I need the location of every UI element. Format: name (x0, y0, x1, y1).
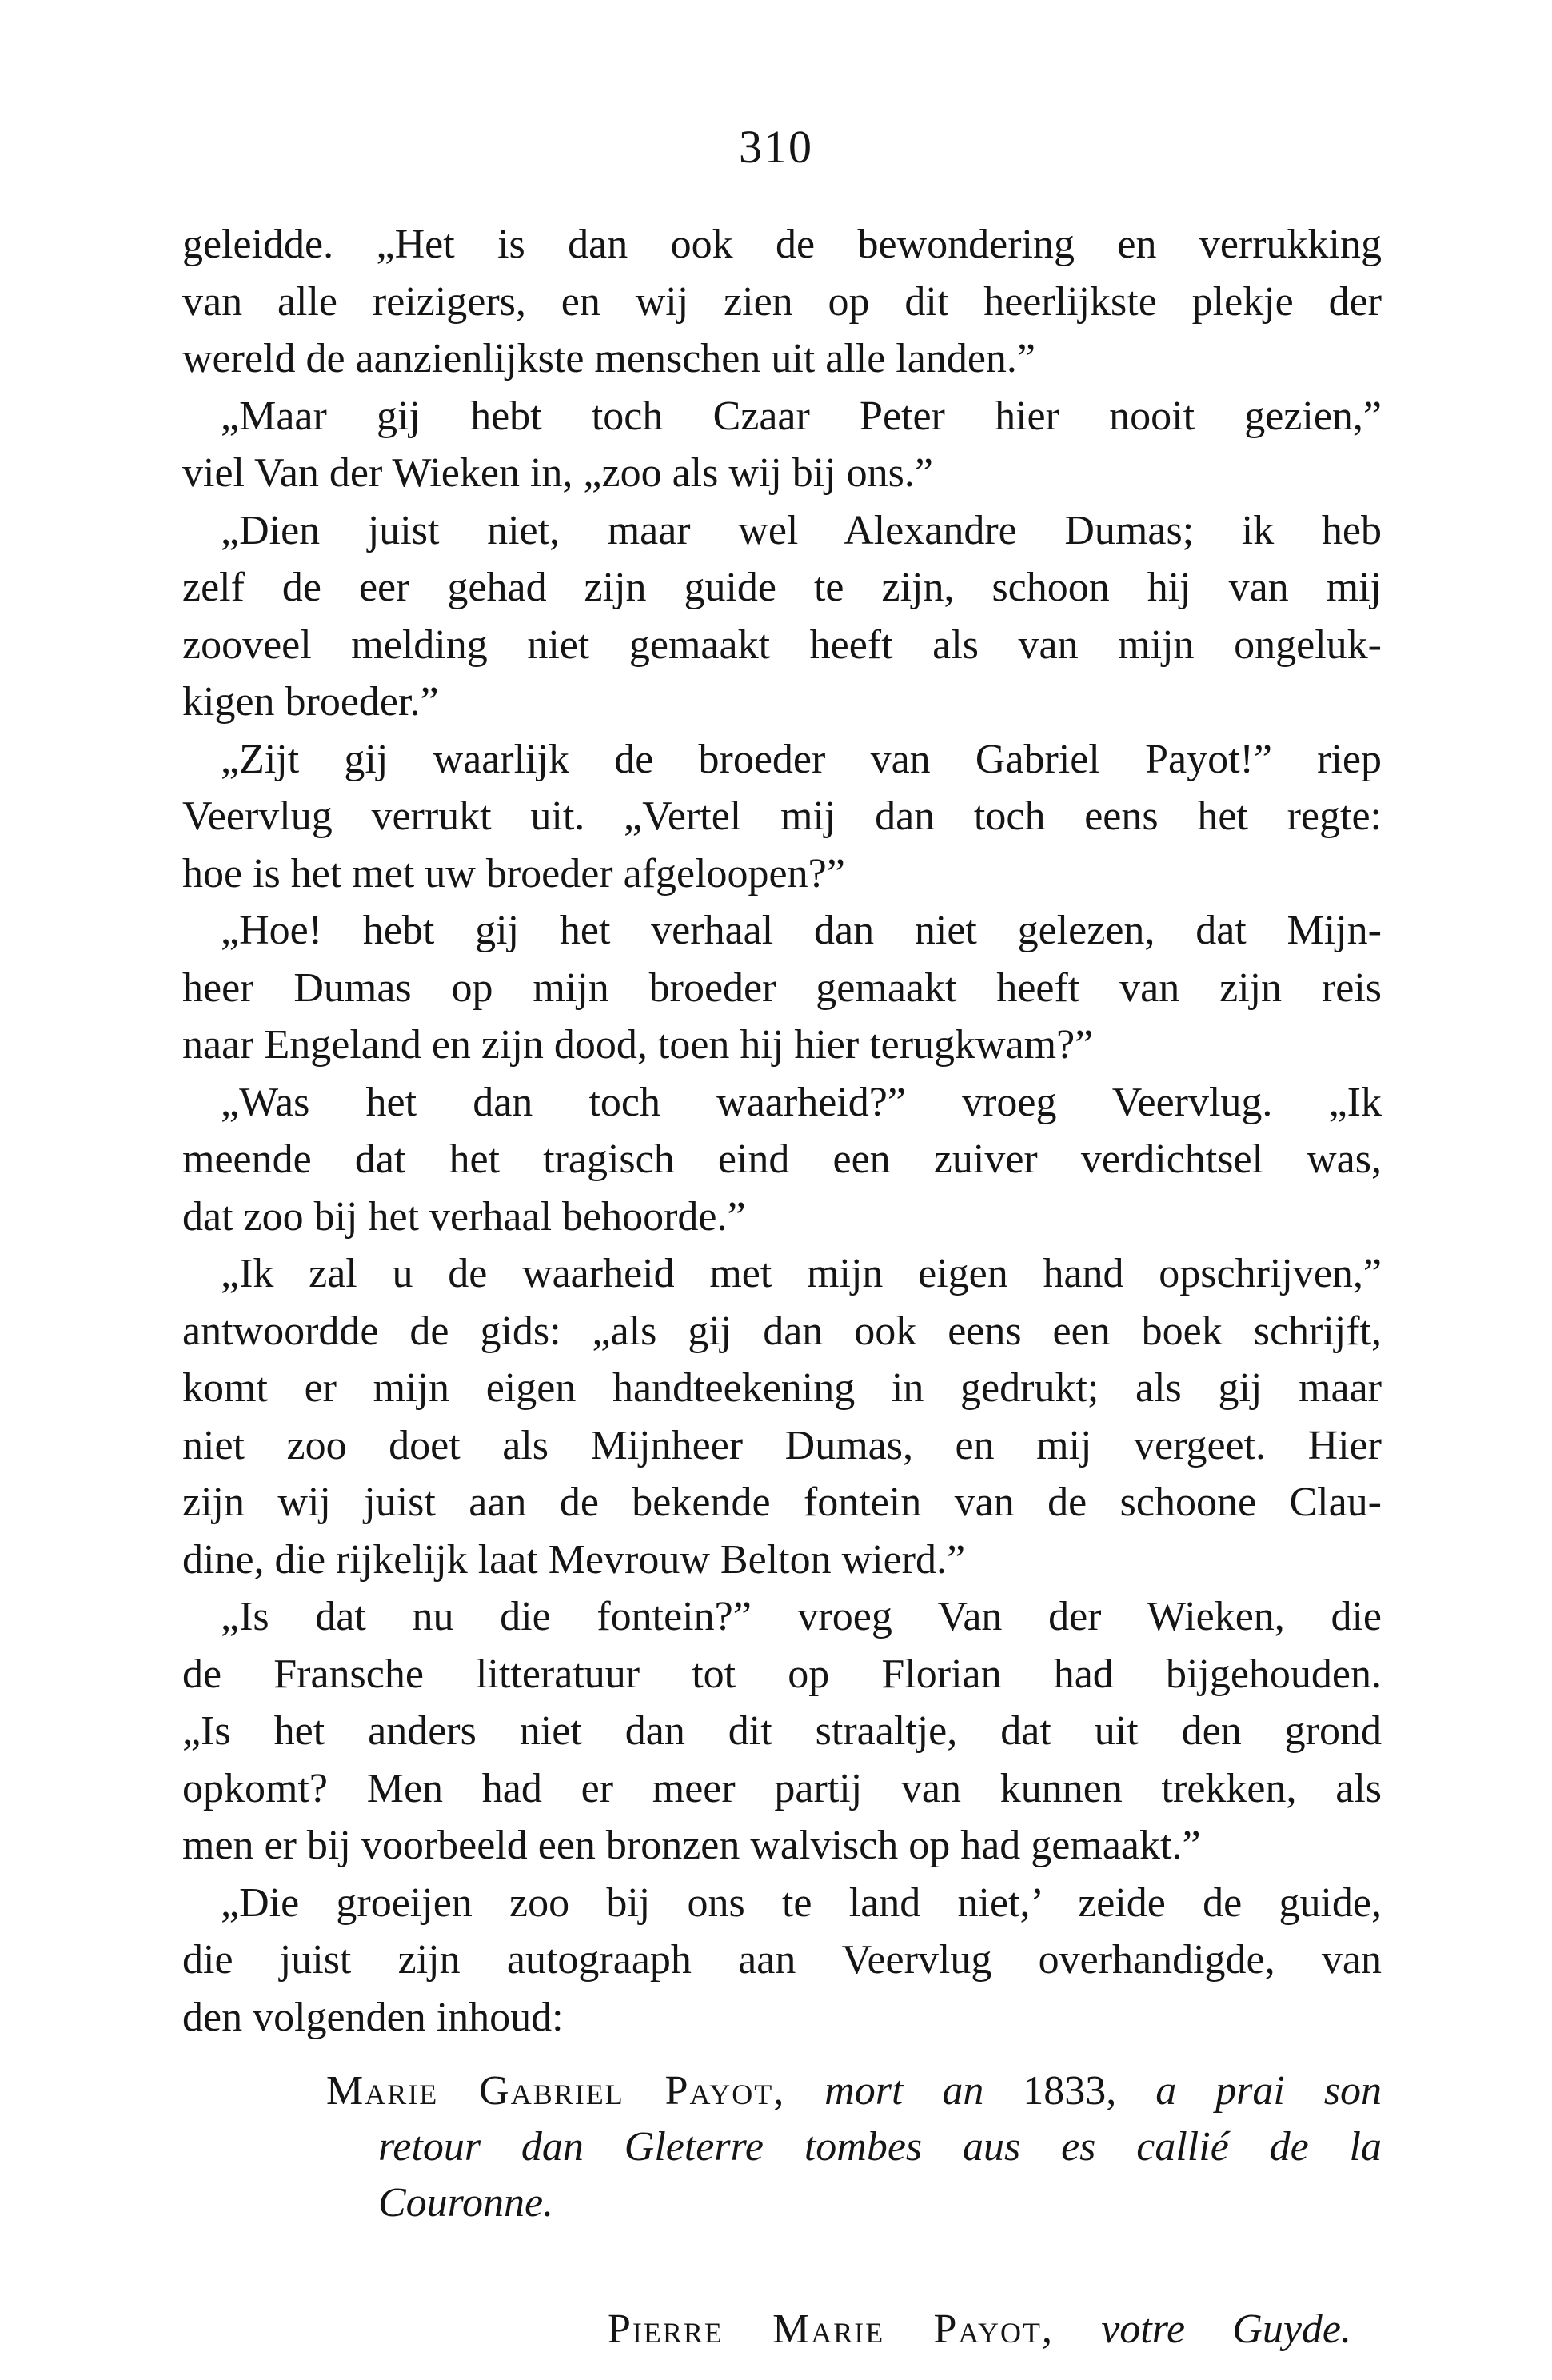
text-line: niet zoo doet als Mijnheer Dumas, en mij vergeet. Hier (182, 1422, 1382, 1468)
text-line: naar Engeland en zijn dood, toen hij hier terugkwam?” (182, 1022, 1094, 1068)
text-line: heer Dumas op mijn broeder gemaakt heeft van zijn reis (182, 964, 1382, 1011)
paragraph (182, 1245, 1382, 1588)
text-line: „Hoe! hebt gij het verhaal dan niet gelezen, dat Mijn- (221, 908, 1382, 953)
text-line: „Zijt gij waarlijk de broeder van Gabriel Payot!” riep (221, 736, 1382, 782)
paragraph (182, 216, 1382, 388)
text-line: antwoordde de gids: „als gij dan ook eens een boek schrijft, (182, 1308, 1382, 1354)
text-line: zelf de eer gehad zijn guide te zijn, schoon hij van mij (182, 565, 1382, 610)
paragraph (182, 731, 1382, 903)
text-line: geleidde. „Het is dan ook de bewondering en verrukking (182, 222, 1382, 267)
paragraph (182, 1588, 1382, 1875)
text-line: wereld de aanzienlijkste menschen uit alle landen.” (182, 336, 1035, 381)
text-line: „Was het dan toch waarheid?” vroeg Veervlug. „Ik (221, 1079, 1382, 1125)
autograph-line: Couronne. (378, 2180, 554, 2226)
paragraph (182, 502, 1382, 731)
signature-name: Pierre Marie Payot, (608, 2306, 1055, 2352)
autograph-name: Marie Gabriel Payot, (326, 2068, 786, 2114)
signature-title: votre Guyde. (1101, 2306, 1351, 2352)
text-line: viel Van der Wieken in, „zoo als wij bij ons.” (182, 450, 933, 496)
autograph-text: a prai son (1155, 2068, 1382, 2114)
text-line: den volgenden inhoud: (182, 1994, 564, 2040)
text-line: „Dien juist niet, maar wel Alexandre Dumas; ik heb (221, 507, 1382, 553)
paragraph (182, 1074, 1382, 1246)
text-line: meende dat het tragisch eind een zuiver verdichtsel was, (182, 1136, 1382, 1182)
text-line: „Is dat nu die fontein?” vroeg Van der Wieken, die (221, 1594, 1382, 1639)
text-line: zijn wij juist aan de bekende fontein van de schoone Clau- (182, 1480, 1382, 1525)
autograph-text: mort an (824, 2068, 984, 2114)
text-line: de Fransche litteratuur tot op Florian had bijgehouden. (182, 1651, 1382, 1697)
text-line: „Maar gij hebt toch Czaar Peter hier nooit gezien,” (221, 393, 1382, 439)
text-line: men er bij voorbeeld een bronzen walvisch op had gemaakt.” (182, 1823, 1201, 1868)
text-line: „Ik zal u de waarheid met mijn eigen hand opschrijven,” (221, 1251, 1382, 1296)
text-line: hoe is het met uw broeder afgeloopen?” (182, 850, 845, 896)
paragraph (182, 388, 1382, 502)
text-line: „Is het anders niet dan dit straaltje, dat uit den grond (182, 1708, 1382, 1754)
paragraph (182, 902, 1382, 1074)
text-line: dine, die rijkelijk laat Mevrouw Belton wierd.” (182, 1536, 966, 1583)
autograph-year: 1833, (1023, 2068, 1117, 2114)
text-line: „Die groeijen zoo bij ons te land niet,’ zeide de guide, (221, 1879, 1382, 1926)
text-line: komt er mijn eigen handteekening in gedrukt; als gij maar (182, 1365, 1382, 1411)
text-line: dat zoo bij het verhaal behoorde.” (182, 1193, 746, 1240)
body-text (182, 216, 1382, 2046)
page-number: 310 (739, 121, 813, 173)
autograph-line (182, 2063, 1382, 2119)
text-line: zooveel melding niet gemaakt heeft als van mijn ongeluk- (182, 621, 1382, 668)
text-line: van alle reizigers, en wij zien op dit heerlijkste plekje der (182, 278, 1382, 325)
guide-signature (608, 2302, 1351, 2358)
text-line: die juist zijn autograaph aan Veervlug overhandigde, van (182, 1937, 1382, 1983)
autograph-quote (182, 2063, 1382, 2231)
autograph-line: retour dan Gleterre tombes aus es callié de la (378, 2124, 1382, 2170)
text-line: opkomt? Men had er meer partij van kunnen trekken, als (182, 1765, 1382, 1811)
paragraph (182, 1875, 1382, 2047)
text-line: Veervlug verrukt uit. „Vertel mij dan toch eens het regte: (182, 793, 1382, 839)
text-line: kigen broeder.” (182, 679, 439, 725)
